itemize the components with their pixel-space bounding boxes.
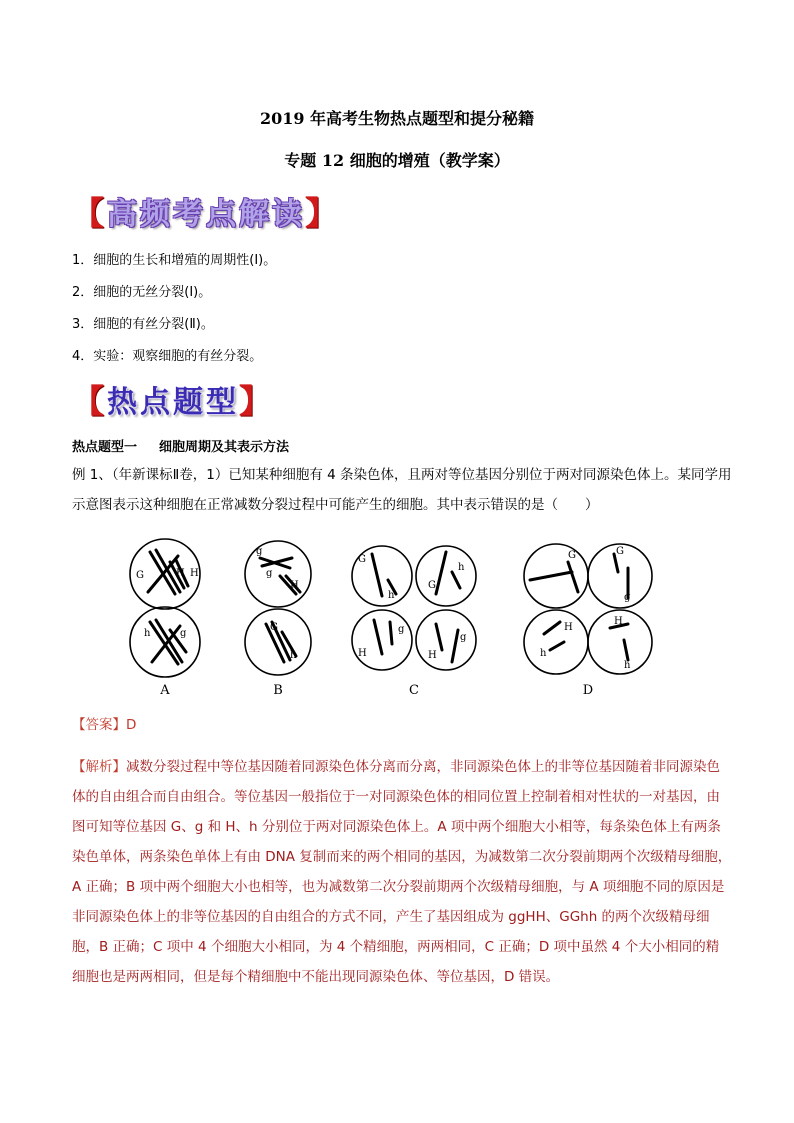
gene-label: g xyxy=(266,568,273,579)
option-label-c: C xyxy=(409,683,419,698)
gene-label: H xyxy=(564,622,573,633)
gene-label: h xyxy=(290,650,297,661)
cell-circle xyxy=(524,610,588,674)
option-label-a: A xyxy=(160,683,170,698)
point-item: 3．细胞的有丝分裂(Ⅱ)。 xyxy=(72,317,214,332)
hot-type-heading xyxy=(72,436,289,455)
example-question: 例 1、（年新课标Ⅱ卷，1）已知某种细胞有 4 条染色体，且两对等位基因分别位于两对同源染色体上。某同学用示意图表示这种细胞在正常减数分裂过程中可能产生的细胞。其中表示错误的是（ ） xyxy=(72,467,732,513)
analysis-label: 【解析】 xyxy=(72,759,126,775)
hot-type-name: 细胞周期及其表示方法 xyxy=(159,440,290,455)
point-item: 1．细胞的生长和增殖的周期性(Ⅰ)。 xyxy=(72,253,277,268)
banner-bracket-left: 【 xyxy=(72,194,108,232)
gene-label: g xyxy=(460,632,467,643)
banner-high-frequency-points xyxy=(72,191,340,231)
gene-label: g xyxy=(398,624,405,635)
gene-label: H xyxy=(428,650,437,661)
document-subtitle: 专题 12 细胞的增殖（教学案） xyxy=(284,151,510,170)
gene-label: g xyxy=(624,592,631,603)
gene-label: h xyxy=(540,648,547,659)
gene-label: G xyxy=(428,580,436,591)
gene-label: g xyxy=(180,628,187,639)
banner-text: 热点题型 xyxy=(107,385,240,420)
banner-hot-question-types xyxy=(72,379,274,419)
gene-label: H xyxy=(176,568,185,579)
cell-division-figure xyxy=(120,532,680,702)
gene-label: G xyxy=(270,622,278,633)
gene-label: H xyxy=(614,616,623,627)
banner-bracket-right: 】 xyxy=(305,194,341,232)
gene-label: G xyxy=(358,554,366,565)
point-item: 4．实验：观察细胞的有丝分裂。 xyxy=(72,349,263,364)
gene-label: G xyxy=(568,550,576,561)
gene-label: H xyxy=(358,648,367,659)
gene-label: G xyxy=(136,570,144,581)
option-label-d: D xyxy=(582,683,594,698)
gene-label: G xyxy=(616,546,624,557)
point-item: 2．细胞的无丝分裂(Ⅰ)。 xyxy=(72,285,212,300)
cell-circle xyxy=(245,609,311,675)
cell-circle xyxy=(416,610,476,670)
gene-label: H xyxy=(290,580,299,591)
analysis-text: 减数分裂过程中等位基因随着同源染色体分离而分离，非同源染色体上的非等位基因随着非同源染色体的自由组合而自由组合。等位基因一般指位于一对同源染色体的相同位置上控制着相对性状的一对基因，由图可知等位基因 G、g 和 H、h 分别位于两对同源染色体上。A 项中两个细胞大小相等，每条染色体上有两条染色单体，两条染色单体上有由 DNA 复制而来的两个相同的基因，为减数第二次分裂前期两个次级精母细胞，A 正确；B 项中两个细胞大小也相等，也为减数第二次分裂前期两个次级精母细胞，与 A 项细胞不同的原因是非同源染色体上的非等位基因的自由组合的方式不同，产生了基因组成为 ggHH、GGhh 的两个次级精母细胞，B 正确；C 项中 4 个细胞大小相同，为 4 个精细胞，两两相同，C 正确；D 项中虽然 4 个大小相同的精细胞也是两两相同，但是每个精细胞中不能出现同源染色体、等位基因，D 错误。 xyxy=(72,759,732,985)
answer-line xyxy=(72,713,136,733)
banner-text: 高频考点解读 xyxy=(107,197,306,232)
analysis-paragraph xyxy=(72,752,732,992)
answer-label: 【答案】 xyxy=(72,717,126,733)
banner-bracket-left: 【 xyxy=(72,382,108,420)
gene-label: H xyxy=(190,568,199,579)
cell-circle xyxy=(352,610,412,670)
cell-circle xyxy=(245,541,311,607)
answer-value: D xyxy=(126,717,137,733)
hot-type-label: 热点题型一 xyxy=(72,440,138,455)
banner-bracket-right: 】 xyxy=(239,382,275,420)
gene-label: h xyxy=(458,562,465,573)
gene-label: h xyxy=(624,660,631,671)
option-label-b: B xyxy=(273,683,283,698)
gene-label: h xyxy=(388,590,395,601)
document-title: 2019 年高考生物热点题型和提分秘籍 xyxy=(259,109,535,128)
gene-label: h xyxy=(144,628,151,639)
gene-label: g xyxy=(256,546,263,557)
